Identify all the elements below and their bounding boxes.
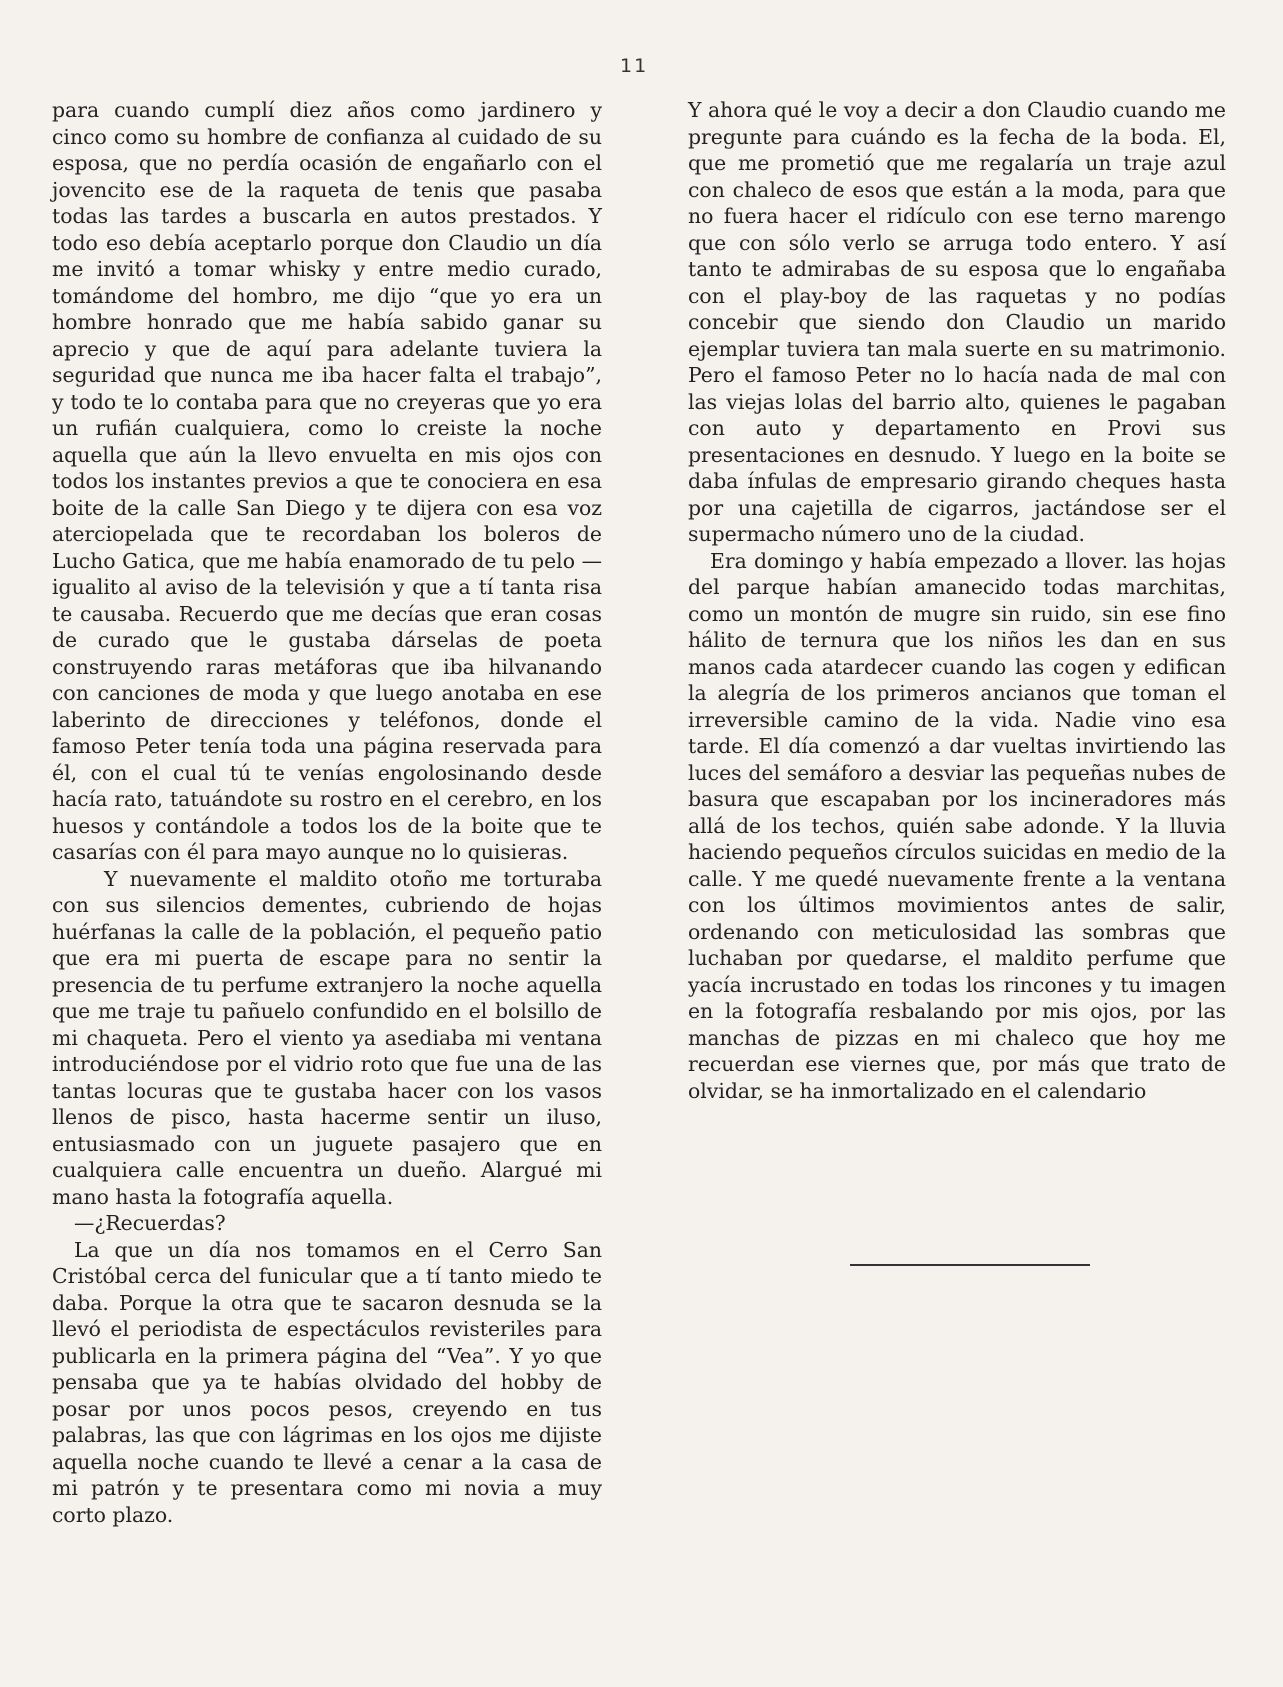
paragraph: Era domingo y había empezado a llover. las hojas del parque habían amanecido todas marchitas, como un montón de mugre sin ruido, sin ese fino hálito de ternura que los niños les dan en sus manos cada atardecer cuando las cogen y edifican la alegría de los primeros ancianos que toman el irreversible camino de la vida. Nadie vino esa tarde. El día comenzó a dar vueltas invirtiendo las luces del semáforo a desviar las pequeñas nubes de basura que escapaban por los incineradores más allá de los techos, quién sabe adonde. Y la lluvia haciendo pequeños círculos suicidas en medio de la calle. Y me quedé nuevamente frente a la ventana con los últimos movimientos antes de salir, ordenando con meticulosidad las sombras que luchaban por quedarse, el maldito perfume que yacía incrustado en todas los rincones y tu imagen en la fotografía resbalando por mis ojos, por las manchas de pizzas en mi chaleco que hoy me recuerdan ese viernes que, por más que trato de olvidar, se ha inmortalizado en el calendario [688,548,1226,1103]
paragraph: —¿Recuerdas? [74,1211,226,1235]
left-column [52,97,602,1528]
paragraph: para cuando cumplí diez años como jardinero y cinco como su hombre de confianza al cuidado de su esposa, que no perdía ocasión de engañarlo con el jovencito ese de la raqueta de tenis que pasaba todas las tardes a buscarla en autos prestados. Y todo eso debía aceptarlo porque don Claudio un día me invitó a tomar whisky y entre medio curado, tomándome del hombro, me dijo “que yo era un hombre honrado que me había sabido ganar su aprecio y que de aquí para adelante tuviera la seguridad que nunca me iba hacer falta el trabajo”, y todo te lo contaba para que no creyeras que yo era un rufián cualquiera, como lo creiste la noche aquella que aún la llevo envuelta en mis ojos con todos los instantes previos a que te conociera en esa boite de la calle San Diego y te dijera con esa voz aterciopelada que te recordaban los boleros de Lucho Gatica, que me había enamorado de tu pelo —igualito al aviso de la televisión y que a tí tanta risa te causaba. Recuerdo que me decías que eran cosas de curado que le gustaba dárselas de poeta construyendo raras metáforas que iba hilvanando con canciones de moda y que luego anotaba en ese laberinto de direcciones y teléfonos, donde el famoso Peter tenía toda una página reservada para él, con el cual tú te venías engolosinando desde hacía rato, tatuándote su rostro en el cerebro, en los huesos y contándole a todos los de la boite que te casarías con él para mayo aunque no lo quisieras. [52,98,602,864]
paragraph: La que un día nos tomamos en el Cerro San Cristóbal cerca del funicular que a tí tanto miedo te daba. Porque la otra que te sacaron desnuda se la llevó el periodista de espectáculos revisteriles para publicarla en la primera página del “Vea”. Y yo que pensaba que ya te habías olvidado del hobby de posar por unos pocos pesos, creyendo en tus palabras, las que con lágrimas en los ojos me dijiste aquella noche cuando te llevé a cenar a la casa de mi patrón y te presentara como mi novia a muy corto plazo. [52,1237,602,1527]
page-number: 11 [620,55,649,77]
right-column [688,97,1226,1104]
paragraph: Y ahora qué le voy a decir a don Claudio cuando me pregunte para cuándo es la fecha de la boda. El, que me prometió que me regalaría un traje azul con chaleco de esos que están a la moda, para que no fuera hacer el ridículo con ese terno marengo que con sólo verlo se arruga todo entero. Y así tanto te admirabas de su esposa que lo engañaba con el play-boy de las raquetas y no podías concebir que siendo don Claudio un marido ejemplar tuviera tan mala suerte en su matrimonio. Pero el famoso Peter no lo hacía nada de mal con las viejas lolas del barrio alto, quienes le pagaban con auto y departamento en Provi sus presentaciones en desnudo. Y luego en la boite se daba ínfulas de empresario girando cheques hasta por una cajetilla de cigarros, jactándose ser el supermacho número uno de la ciudad. [688,98,1226,546]
end-rule [850,1264,1090,1266]
paragraph: Y nuevamente el maldito otoño me torturaba con sus silencios dementes, cubriendo de hojas huérfanas la calle de la población, el pequeño patio que era mi puerta de escape para no sentir la presencia de tu perfume extranjero la noche aquella que me traje tu pañuelo confundido en el bolsillo de mi chaqueta. Pero el viento ya asediaba mi ventana introduciéndose por el vidrio roto que fue una de las tantas locuras que te gustaba hacer con los vasos llenos de pisco, hasta hacerme sentir un iluso, entusiasmado con un juguete pasajero que en cualquiera calle encuentra un dueño. Alargué mi mano hasta la fotografía aquella. [52,866,602,1209]
